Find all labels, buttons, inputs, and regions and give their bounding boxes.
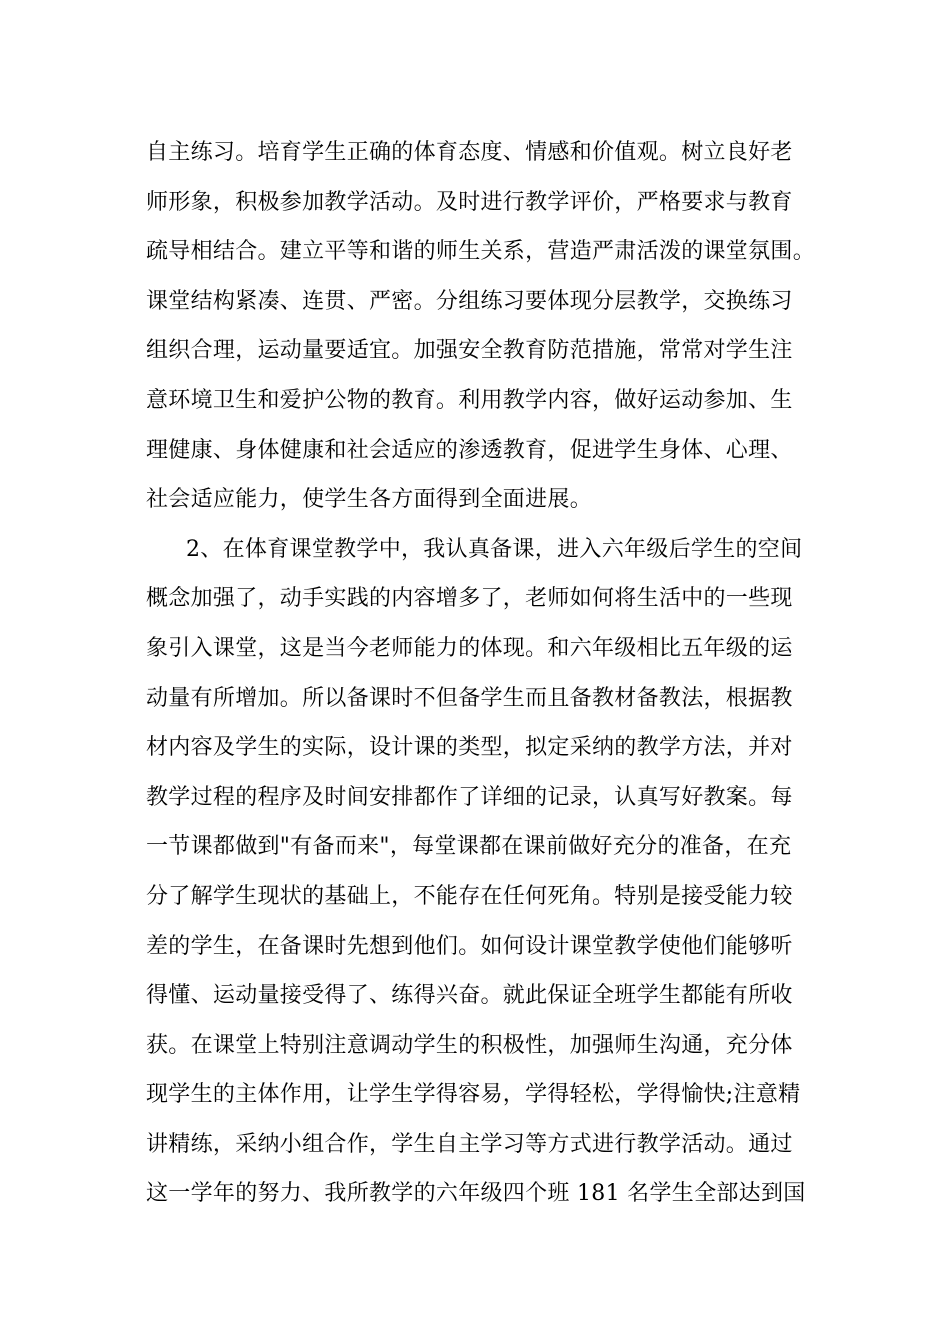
text-line: 组织合理，运动量要适宜。加强安全教育防范措施，常常对学生注 <box>146 338 793 364</box>
text-line: 社会适应能力，使学生各方面得到全面进展。 <box>146 487 593 513</box>
body-text <box>146 128 836 1219</box>
text-line: 这一学年的努力、我所教学的六年级四个班 181 名学生全部达到国 <box>146 1181 806 1207</box>
text-line: 自主练习。培育学生正确的体育态度、情感和价值观。树立良好老 <box>146 140 793 165</box>
text-line: 得懂、运动量接受得了、练得兴奋。就此保证全班学生都能有所收 <box>146 983 793 1009</box>
text-line: 师形象，积极参加教学活动。及时进行教学评价，严格要求与教育 <box>146 189 793 215</box>
text-line: 象引入课堂，这是当今老师能力的体现。和六年级相比五年级的运 <box>146 635 793 661</box>
text-line: 差的学生，在备课时先想到他们。如何设计课堂教学使他们能够听 <box>146 933 793 959</box>
text-line: 讲精练，采纳小组合作，学生自主学习等方式进行教学活动。通过 <box>146 1131 793 1157</box>
text-line: 分了解学生现状的基础上，不能存在任何死角。特别是接受能力较 <box>146 883 793 909</box>
text-line: 意环境卫生和爱护公物的教育。利用教学内容，做好运动参加、生 <box>146 387 793 413</box>
text-line: 材内容及学生的实际，设计课的类型，拟定采纳的教学方法，并对 <box>146 735 793 761</box>
text-line: 现学生的主体作用，让学生学得容易，学得轻松，学得愉快;注意精 <box>146 1082 801 1108</box>
text-line: 动量有所增加。所以备课时不但备学生而且备教材备教法，根据教 <box>146 685 793 711</box>
text-line: 教学过程的程序及时间安排都作了详细的记录，认真写好教案。每 <box>146 784 793 810</box>
text-line: 获。在课堂上特别注意调动学生的积极性，加强师生沟通，充分体 <box>146 1032 793 1058</box>
text-line: 一节课都做到"有备而来"，每堂课都在课前做好充分的准备，在充 <box>146 834 792 860</box>
text-line: 课堂结构紧凑、连贯、严密。分组练习要体现分层教学，交换练习 <box>146 288 793 314</box>
text-line: 疏导相结合。建立平等和谐的师生关系，营造严肃活泼的课堂氛围。 <box>146 239 816 265</box>
text-line: 理健康、身体健康和社会适应的渗透教育，促进学生身体、心理、 <box>146 437 793 463</box>
text-line: 概念加强了，动手实践的内容增多了，老师如何将生活中的一些现 <box>146 586 793 612</box>
paragraph-start-line: 2、在体育课堂教学中，我认真备课，进入六年级后学生的空间 <box>186 536 803 562</box>
